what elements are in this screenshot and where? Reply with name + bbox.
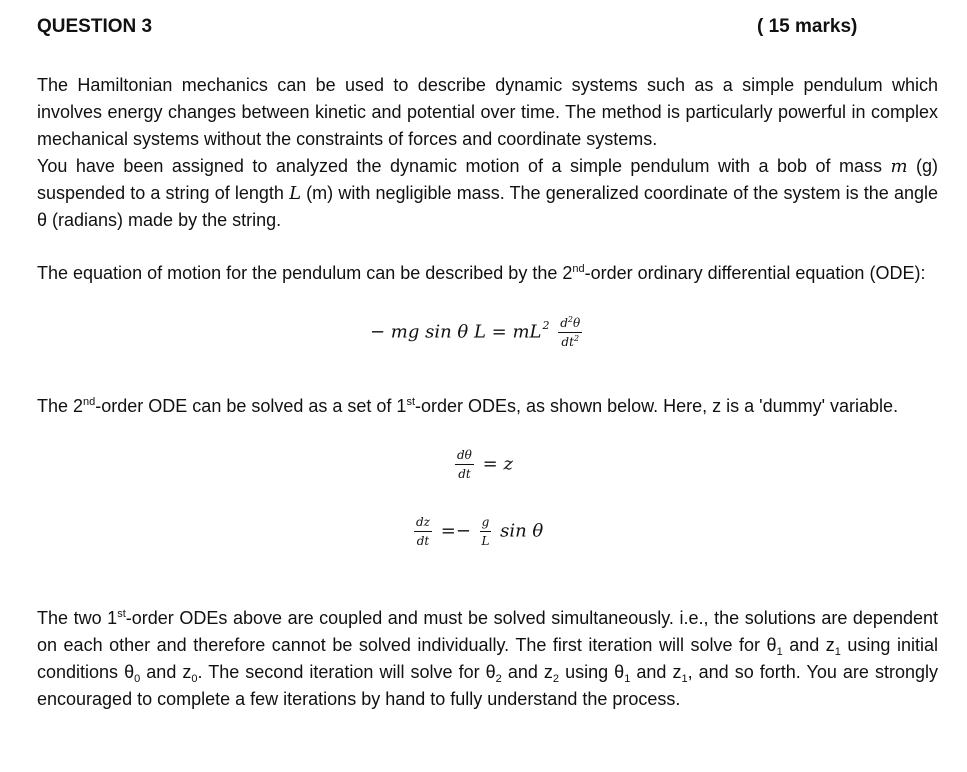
- equation-dz-dt: [411, 515, 543, 548]
- superscript: nd: [83, 396, 96, 408]
- marks-label: ( 15 marks): [757, 16, 858, 37]
- numerator-sup: 2: [567, 315, 573, 324]
- fraction-numerator: dθ: [455, 448, 474, 465]
- intro-text: (g) suspended to a string of length: [37, 156, 938, 203]
- iteration-text: using θ: [559, 662, 625, 682]
- ode-text: The equation of motion for the pendulum can be described by the 2: [37, 263, 573, 283]
- intro-paragraph: [37, 72, 938, 234]
- fraction-denominator: [558, 333, 582, 349]
- fraction-numerator: dz: [414, 515, 432, 532]
- numerator-theta: θ: [573, 316, 581, 330]
- subscript: 2: [552, 673, 560, 685]
- equation-of-motion: [370, 316, 585, 349]
- subscript: 0: [134, 673, 141, 685]
- equation-exponent: 2: [542, 318, 550, 332]
- iteration-text: The two 1: [37, 608, 118, 628]
- iteration-text: and z: [782, 635, 835, 655]
- iteration-text: -order ODEs above are coupled and must be solved simultaneously. i.e., the solutions are dependent on each other and therefore cannot be solved individually. The first iteration will solve for θ: [37, 608, 938, 655]
- mass-symbol: m: [890, 156, 908, 177]
- subscript: 0: [191, 673, 198, 685]
- subscript: 1: [681, 673, 688, 685]
- fraction-numerator: [558, 316, 582, 333]
- fraction-denominator: dt: [416, 534, 430, 548]
- fraction-numerator: g: [480, 515, 492, 532]
- fraction-denominator: dt: [458, 467, 471, 481]
- iteration-text: . The second iteration will solve for θ: [197, 662, 496, 682]
- superscript: st: [117, 608, 126, 620]
- first-order-text: -order ODE can be solved as a set of 1: [95, 396, 407, 416]
- subscript: 1: [776, 646, 783, 658]
- iteration-text: , and so forth. You are strongly encouraged to complete a few iterations by hand to fully understand the process.: [37, 662, 939, 709]
- first-order-text: -order ODEs, as shown below. Here, z is a 'dummy' variable.: [415, 396, 899, 416]
- iteration-paragraph: [37, 605, 938, 713]
- intro-sentence-1: The Hamiltonian mechanics can be used to describe dynamic systems such as a simple pendulum which involves energy changes between kinetic and potential over time. The method is particularly powerful in complex mechanical systems without the constraints of forces and coordinate systems.: [37, 75, 938, 149]
- g-over-l-fraction: [480, 515, 492, 548]
- intro-text: You have been assigned to analyzed the dynamic motion of a simple pendulum with a bob of mass: [37, 156, 891, 176]
- equation-dtheta-dt: [452, 448, 513, 481]
- denominator-sup: 2: [573, 334, 580, 343]
- subscript: 2: [495, 673, 502, 685]
- equation-operator: =−: [440, 520, 471, 542]
- equation-lhs: − mg sin θ L = mL: [370, 321, 542, 343]
- equation-rhs: = z: [482, 453, 513, 475]
- iteration-text: and z: [501, 662, 553, 682]
- equation-rhs: sin θ: [500, 520, 544, 542]
- first-order-paragraph: [37, 393, 938, 420]
- iteration-text: and z: [630, 662, 682, 682]
- dtheta-fraction: [455, 448, 474, 481]
- dz-fraction: [414, 515, 432, 548]
- denominator-dt: dt: [561, 335, 574, 349]
- superscript: nd: [572, 263, 585, 275]
- second-derivative-fraction: [558, 316, 582, 349]
- question-title: QUESTION 3: [37, 16, 153, 37]
- subscript: 1: [834, 646, 841, 658]
- ode-intro-paragraph: [37, 260, 938, 287]
- fraction-denominator: L: [481, 534, 490, 548]
- subscript: 1: [624, 673, 631, 685]
- length-symbol: L: [289, 183, 302, 204]
- ode-text: -order ordinary differential equation (ODE):: [584, 263, 926, 283]
- iteration-text: using initial conditions θ: [37, 635, 938, 682]
- iteration-text: and z: [140, 662, 192, 682]
- superscript: st: [406, 396, 416, 408]
- first-order-text: The 2: [37, 396, 84, 416]
- intro-text: (m) with negligible mass. The generalized coordinate of the system is the angle θ (radians) made by the string.: [37, 183, 938, 230]
- numerator-d: d: [560, 316, 568, 330]
